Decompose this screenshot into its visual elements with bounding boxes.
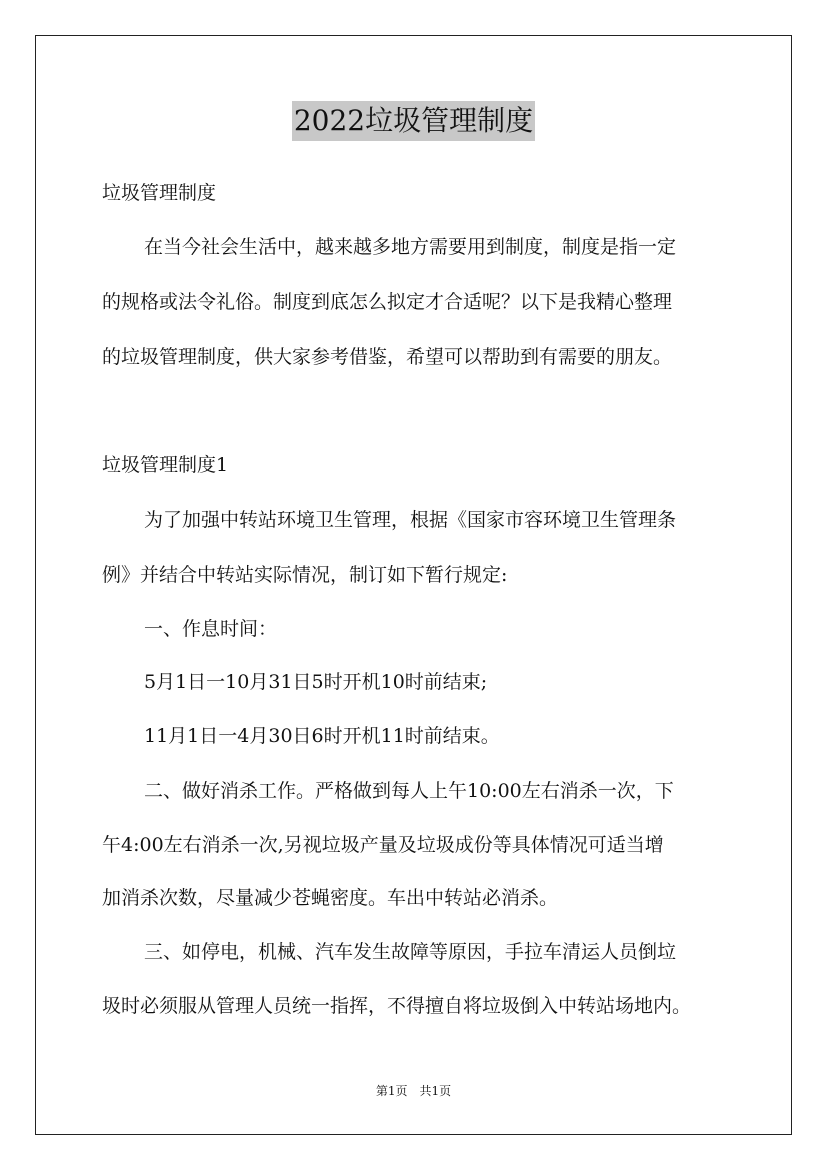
paragraph-line: 二、做好消杀工作。严格做到每人上午10:00左右消杀一次，下 [144,780,674,802]
document-title: 2022垃圾管理制度 [292,101,535,141]
paragraph-line: 的垃圾管理制度，供大家参考借鉴，希望可以帮助到有需要的朋友。 [102,346,673,368]
paragraph-line: 三、如停电，机械、汽车发生故障等原因，手拉车清运人员倒垃 [144,941,677,963]
title-container [0,101,827,141]
page-footer [0,1083,827,1099]
paragraph-line: 午4:00左右消杀一次,另视垃圾产量及垃圾成份等具体情况可适当增 [102,834,664,856]
page-number: 第1页 [375,1084,408,1098]
paragraph-line: 11月1日一4月30日6时开机11时前结束。 [144,725,500,747]
paragraph-line: 的规格或法令礼俗。制度到底怎么拟定才合适呢？以下是我精心整理 [102,291,673,313]
paragraph-line: 在当今社会生活中，越来越多地方需要用到制度，制度是指一定 [144,236,677,258]
paragraph-line: 加消杀次数，尽量减少苍蝇密度。车出中转站必消杀。 [102,887,559,909]
page-total: 共1页 [419,1084,452,1098]
paragraph-line: 圾时必须服从管理人员统一指挥，不得擅自将垃圾倒入中转站场地内。 [102,995,692,1017]
paragraph-line: 一、作息时间： [144,618,278,640]
paragraph-line: 为了加强中转站环境卫生管理，根据《国家市容环境卫生管理条 [144,509,677,531]
section-heading: 垃圾管理制度 [102,182,217,204]
paragraph-line: 例》并结合中转站实际情况，制订如下暂行规定: [102,564,508,586]
section-heading: 垃圾管理制度1 [102,454,229,476]
paragraph-line: 5月1日一10月31日5时开机10时前结束; [144,671,488,693]
